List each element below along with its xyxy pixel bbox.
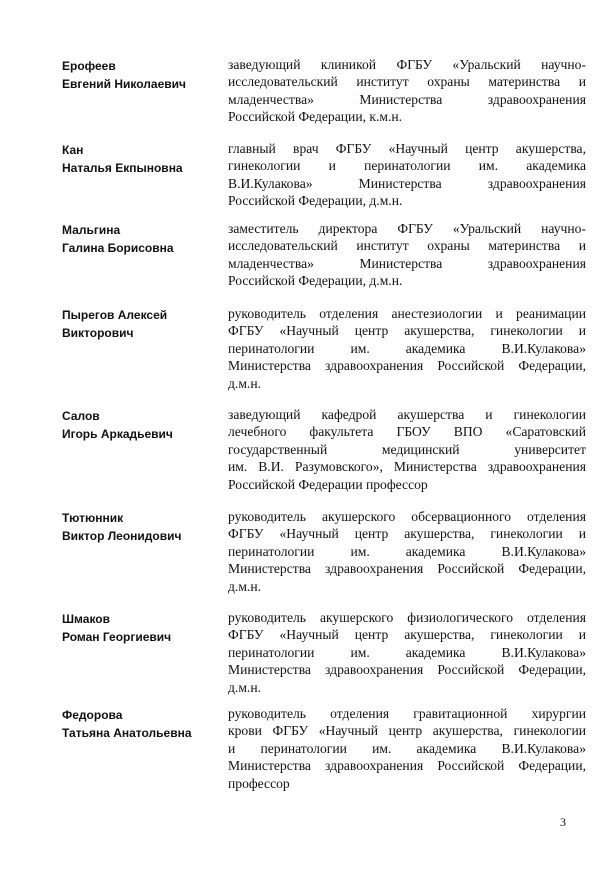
person-name [62,407,227,443]
description-line: руководитель отделения анестезиологии и реанимации [228,306,586,321]
description-line: гинекологии и перинатологии им. академика [228,158,586,174]
description-line: ФГБУ «Научный центр акушерства, гинекологии и [228,323,586,339]
description-line: ФГБУ «Научный центр акушерства, гинекологии и [228,526,586,542]
person-name [62,509,227,545]
description-line: государственный медицинский университет [228,441,586,457]
person-name-line: Евгений Николаевич [62,77,187,91]
person-description [228,140,586,210]
description-line: Российской Федерации, д.м.н. [228,193,403,209]
description-line: руководитель отделения гравитационной хирургии [228,706,586,721]
person-description [228,406,586,493]
description-line: заместитель директора ФГБУ «Уральский научно- [228,221,586,236]
person-name [62,221,227,257]
description-line: Министерства здравоохранения Российской Федерации, [228,561,586,577]
description-line: В.И.Кулакова» Министерства здравоохранения [228,175,586,191]
description-line: заведующий клиникой ФГБУ «Уральский научно- [228,57,586,72]
person-description [228,56,586,126]
person-description [228,609,586,696]
description-line: Российской Федерации, д.м.н. [228,273,403,289]
description-line: Министерства здравоохранения Российской Федерации, [228,758,586,774]
person-name-line: Татьяна Анатольевна [62,726,192,740]
person-name-line: Мальгина [62,223,121,237]
person-description [228,220,586,290]
description-line: и перинатологии им. академика В.И.Кулакова» [228,740,586,756]
person-name-line: Кан [62,143,84,157]
person-name-line: Викторович [62,326,134,340]
person-name-line: Игорь Аркадьевич [62,427,173,441]
description-line: профессор [228,775,290,791]
person-name-line: Тютюнник [62,511,124,525]
person-name-line: Роман Георгиевич [62,630,172,644]
person-name-line: Виктор Леонидович [62,529,182,543]
description-line: ФГБУ «Научный центр акушерства, гинекологии и [228,627,586,643]
description-line: заведующий кафедрой акушерства и гинекологии [228,407,586,422]
description-line: Российской Федерации профессор [228,476,428,492]
person-description [228,705,586,792]
person-name-line: Наталья Екпыновна [62,161,183,175]
description-line: д.м.н. [228,679,261,695]
description-line: Министерства здравоохранения Российской Федерации, [228,662,586,678]
description-line: перинатологии им. академика В.И.Кулакова» [228,543,586,559]
description-line: исследовательский институт охраны материнства и [228,238,586,254]
description-line: крови ФГБУ «Научный центр акушерства, гинекологии [228,723,586,739]
description-line: руководитель акушерского физиологического отделения [228,610,586,625]
person-description [228,508,586,595]
person-name-line: Галина Борисовна [62,241,174,255]
description-line: младенчества» Министерства здравоохранения [228,255,586,271]
description-line: главный врач ФГБУ «Научный центр акушерства, [228,141,586,156]
description-line: им. В.И. Разумовского», Министерства здравоохранения [228,459,586,475]
person-name [62,141,227,177]
description-line: исследовательский институт охраны материнства и [228,74,586,90]
description-line: д.м.н. [228,578,261,594]
person-name-line: Шмаков [62,612,111,626]
description-line: Российской Федерации, к.м.н. [228,109,403,125]
person-name [62,57,227,93]
description-line: перинатологии им. академика В.И.Кулакова» [228,340,586,356]
person-name-line: Федорова [62,708,123,722]
person-name [62,706,227,742]
person-name [62,610,227,646]
description-line: младенчества» Министерства здравоохранения [228,91,586,107]
description-line: лечебного факультета ГБОУ ВПО «Саратовский [228,424,586,440]
description-line: руководитель акушерского обсервационного отделения [228,509,586,524]
person-name-line: Салов [62,409,100,423]
description-line: д.м.н. [228,375,261,391]
person-name-line: Ерофеев [62,59,116,73]
person-name-line: Пырегов Алексей [62,308,168,322]
description-line: перинатологии им. академика В.И.Кулакова» [228,644,586,660]
description-line: Министерства здравоохранения Российской Федерации, [228,358,586,374]
person-name [62,306,227,342]
page-number: 3 [560,815,566,829]
person-description [228,305,586,392]
